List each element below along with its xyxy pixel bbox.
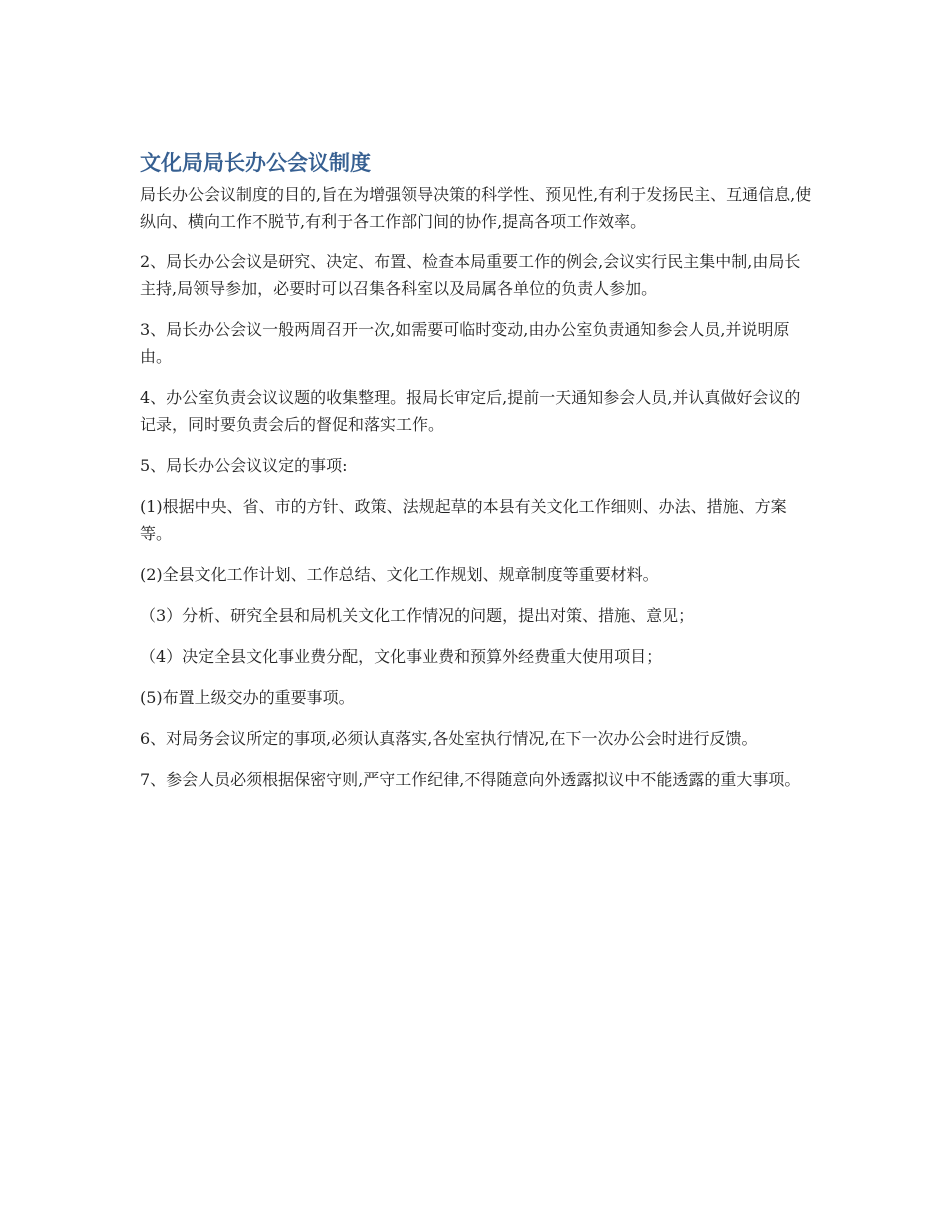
- paragraph-item-4: 4、办公室负责会议议题的收集整理。报局长审定后,提前一天通知参会人员,并认真做好会议的记录，同时要负责会后的督促和落实工作。: [140, 388, 801, 434]
- paragraph-subitem-4: （4）决定全县文化事业费分配，文化事业费和预算外经费重大使用项目；: [140, 647, 663, 666]
- paragraph-purpose: 局长办公会议制度的目的,旨在为增强领导决策的科学性、预见性,有利于发扬民主、互通信息,使纵向、横向工作不脱节,有利于各工作部门间的协作,提高各项工作效率。: [140, 185, 812, 231]
- paragraph-item-6: 6、对局务会议所定的事项,必须认真落实,各处室执行情况,在下一次办公会时进行反馈。: [140, 729, 758, 748]
- paragraph-subitem-2: (2)全县文化工作计划、工作总结、文化工作规划、规章制度等重要材料。: [140, 565, 659, 584]
- paragraph-item-3: 3、局长办公会议一般两周召开一次,如需要可临时变动,由办公室负责通知参会人员,并说明原由。: [140, 320, 790, 366]
- paragraph-item-5: 5、局长办公会议议定的事项:: [140, 456, 348, 475]
- paragraph-subitem-3: （3）分析、研究全县和局机关文化工作情况的问题，提出对策、措施、意见；: [140, 606, 695, 625]
- paragraph-subitem-1: (1)根据中央、省、市的方针、政策、法规起草的本县有关文化工作细则、办法、措施、方案等。: [140, 497, 787, 543]
- document-title: 文化局局长办公会议制度: [140, 151, 371, 175]
- paragraph-item-2: 2、局长办公会议是研究、决定、布置、检查本局重要工作的例会,会议实行民主集中制,由局长主持,局领导参加，必要时可以召集各科室以及局属各单位的负责人参加。: [140, 252, 801, 298]
- document-page: [140, 148, 812, 807]
- paragraph-subitem-5: (5)布置上级交办的重要事项。: [140, 688, 355, 707]
- paragraph-item-7: 7、参会人员必须根据保密守则,严守工作纪律,不得随意向外透露拟议中不能透露的重大事项。: [140, 770, 801, 789]
